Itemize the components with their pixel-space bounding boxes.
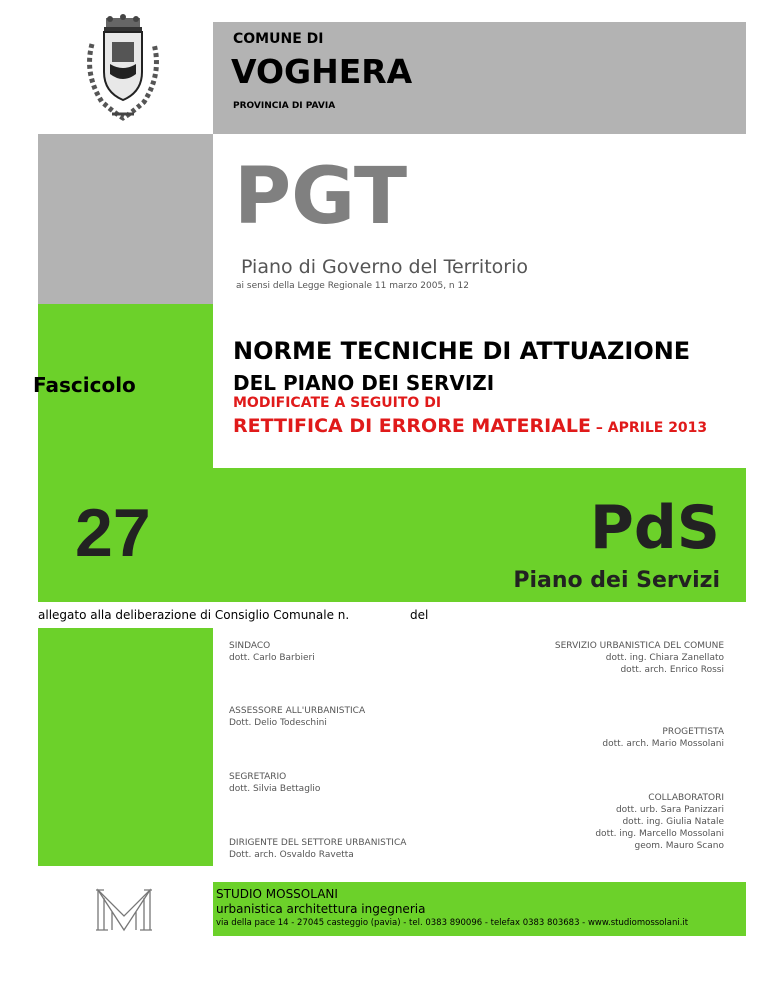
dirigente-block: DIRIGENTE DEL SETTORE URBANISTICA Dott. arch. Osvaldo Ravetta (229, 838, 407, 860)
pgt-grey-side (38, 134, 213, 304)
progettista-block: PROGETTISTA dott. arch. Mario Mossolani (602, 727, 724, 749)
studio-name: STUDIO MOSSOLANI (216, 887, 338, 901)
volume-name: Piano dei Servizi (513, 568, 720, 593)
city-name: VOGHERA (231, 52, 413, 91)
province-label: PROVINCIA DI PAVIA (233, 101, 336, 111)
title-line-1: NORME TECNICHE DI ATTUAZIONE (233, 337, 691, 365)
fascicolo-label: Fascicolo (33, 373, 136, 397)
volume-number: 27 (75, 495, 151, 571)
title-line-2: DEL PIANO DEI SERVIZI (233, 371, 495, 395)
staff-green-side (38, 628, 213, 866)
studio-tagline: urbanistica architettura ingegneria (216, 902, 426, 916)
coat-of-arms-logo (82, 14, 164, 124)
pgt-full-name: Piano di Governo del Territorio (241, 256, 529, 278)
studio-address: via della pace 14 - 27045 casteggio (pavia) - tel. 0383 890096 - telefax 0383 803683 - www.studiomossolani.it (216, 918, 689, 928)
rettifica-text: RETTIFICA DI ERRORE MATERIALE (233, 415, 591, 437)
title-line-4 (233, 415, 707, 437)
title-line-3: MODIFICATE A SEGUITO DI (233, 395, 442, 411)
segretario-block: SEGRETARIO dott. Silvia Bettaglio (229, 772, 321, 794)
comune-di-label: COMUNE DI (233, 31, 324, 47)
collaboratori-block: COLLABORATORI dott. urb. Sara Panizzari dott. ing. Giulia Natale dott. ing. Marcello Mossolani geom. Mauro Scano (595, 793, 724, 851)
pgt-law-reference: ai sensi della Legge Regionale 11 marzo 2005, n 12 (236, 281, 469, 291)
pgt-acronym: PGT (234, 152, 408, 242)
servizio-urbanistica-block: SERVIZIO URBANISTICA DEL COMUNE dott. ing. Chiara Zanellato dott. arch. Enrico Rossi (554, 641, 724, 675)
sindaco-block: SINDACO dott. Carlo Barbieri (229, 641, 315, 663)
approval-text: allegato alla deliberazione di Consiglio Comunale n. (38, 608, 350, 622)
studio-monogram-logo (94, 886, 154, 932)
date-text: – APRILE 2013 (591, 420, 708, 436)
volume-code: PdS (589, 493, 720, 563)
approval-del: del (410, 608, 429, 622)
assessore-block: ASSESSORE ALL'URBANISTICA Dott. Delio Todeschini (229, 706, 366, 728)
